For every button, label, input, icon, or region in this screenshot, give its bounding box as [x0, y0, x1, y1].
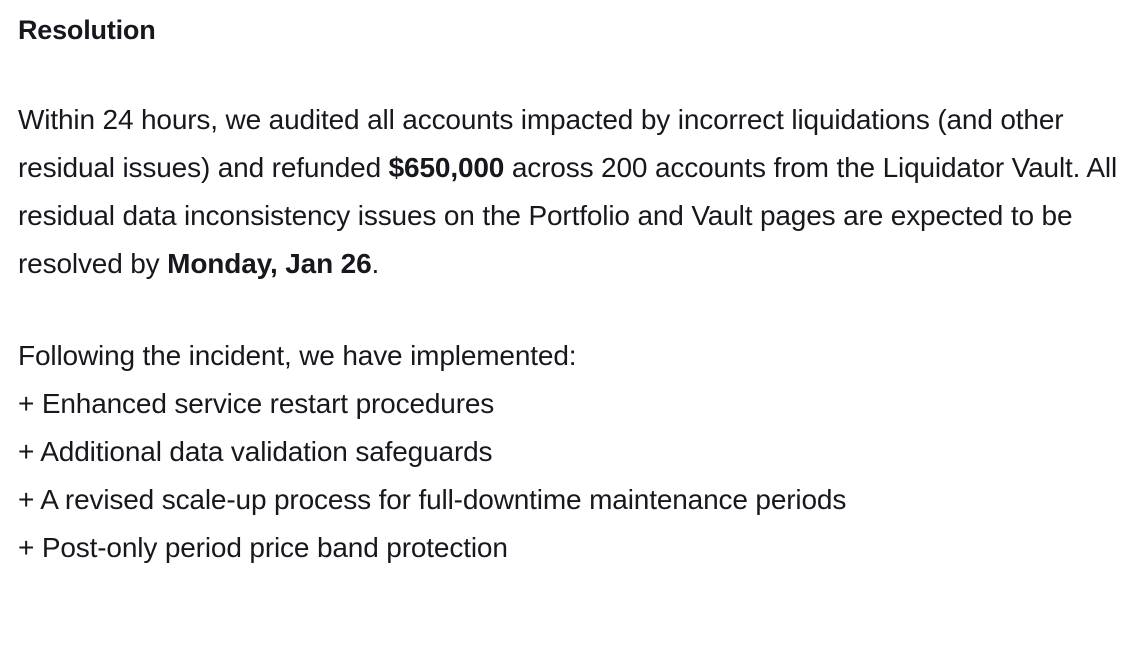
resolution-deadline: Monday, Jan 26: [167, 247, 372, 279]
refund-amount: $650,000: [388, 151, 505, 183]
spacer-after-title: [18, 48, 1127, 96]
list-item: + Additional data validation safeguards: [18, 435, 493, 467]
list-item: + Enhanced service restart procedures: [18, 387, 495, 419]
list-item: + Post-only period price band protection: [18, 531, 508, 563]
spacer-after-paragraph: [18, 288, 1127, 332]
list-item: + A revised scale-up process for full-downtime maintenance periods: [18, 483, 847, 515]
page-title: Resolution: [18, 15, 156, 45]
paragraph-text-part-3: .: [371, 247, 380, 279]
paragraph-text-part-2: across 200 accounts from the Liquidator Vault. All residual data inconsistency issues on the Portfolio and Vault pages are expected to be resolved by: [18, 151, 1118, 279]
resolution-paragraph: [18, 96, 1127, 288]
paragraph-text-part-1: Within 24 hours, we audited all accounts impacted by incorrect liquidations (and other residual issues) and refunded: [18, 103, 1064, 183]
followup-intro: Following the incident, we have implemented:: [18, 339, 577, 371]
measures-list: [18, 380, 1127, 572]
